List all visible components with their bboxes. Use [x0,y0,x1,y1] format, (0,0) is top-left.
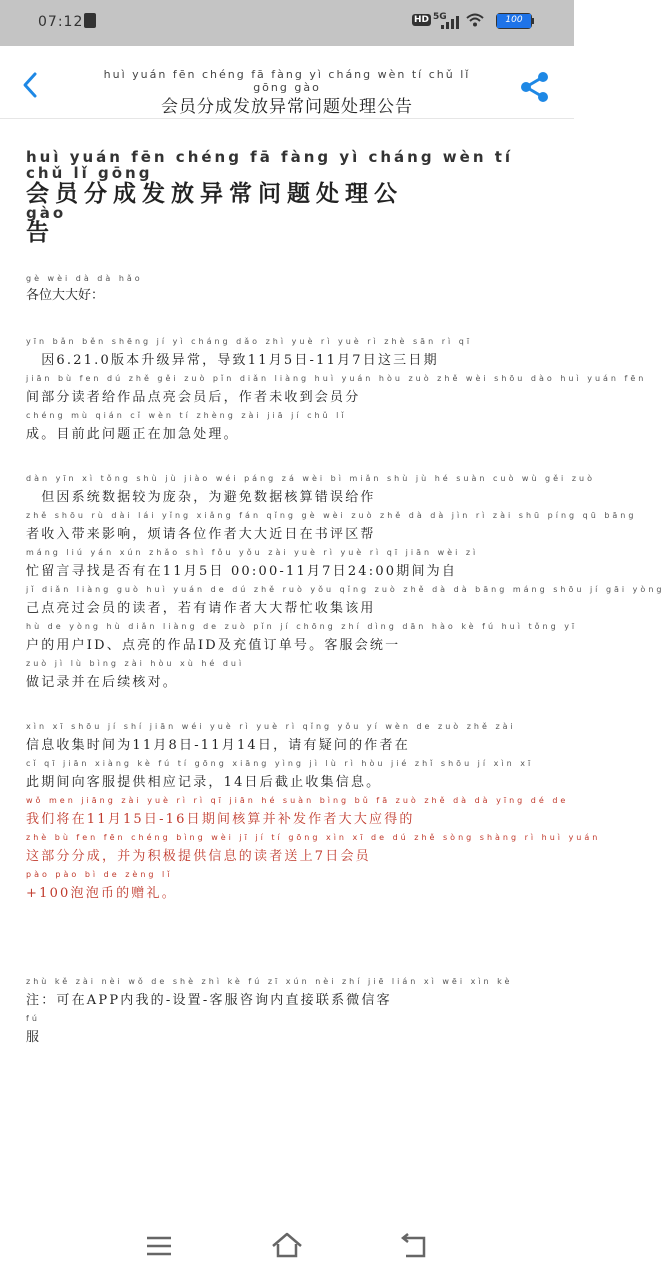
pinyin-annotation: zhù kě zài nèi wǒ de shè zhì kè fú zī xún nèi zhí jiē lián xì wēi xìn kè [26,976,513,986]
pinyin-annotation: chéng mù qián cǐ wèn tí zhèng zài jiā jí chǔ lǐ [26,410,347,420]
back-nav-button[interactable] [398,1230,430,1262]
share-icon [518,70,552,104]
share-button[interactable] [518,70,552,104]
paragraph-line: 服 [26,1029,42,1045]
back-icon [398,1230,430,1262]
greeting-pinyin: gè wèi dà dà hǎo [26,273,143,283]
paragraph-line: 因6.21.0版本升级异常，导致11月5日-11月7日这三日期 [26,352,439,368]
back-button[interactable] [14,68,48,102]
paragraph-1 [26,336,647,448]
paragraph-line: 注：可在APP内我的-设置-客服咨询内直接联系微信客 [26,992,392,1008]
paragraph-line: 这部分分成，并为积极提供信息的读者送上7日会员 [26,848,371,864]
paragraph-line: 者收入带来影响，烦请各位作者大大近日在书评区帮 [26,526,376,542]
wifi-icon [466,13,484,31]
pinyin-annotation: jǐ diǎn liàng guò huì yuán de dú zhě ruò yǒu qǐng zuò zhě dà dà bāng máng shōu jí gāi yòng [26,584,664,594]
paragraph-line: 成。目前此问题正在加急处理。 [26,426,239,442]
pinyin-annotation: pào pào bì de zèng lǐ [26,869,173,879]
hd-icon: HD [414,15,430,25]
paragraph-line: 忙留言寻找是否有在11月5日 00:00-11月7日24:00期间为自 [26,563,458,579]
app-header [0,46,574,119]
home-icon [270,1230,304,1262]
paragraph-line: 我们将在11月15日-16日期间核算并补发作者大大应得的 [26,811,415,827]
menu-icon [143,1230,175,1262]
system-nav-bar [0,1210,574,1280]
article-title-pinyin: huì yuán fēn chéng fā fàng yì cháng wèn tí chǔ lǐ gōng [26,148,514,182]
paragraph-3 [26,722,548,796]
paragraph-line: 信息收集时间为11月8日-11月14日，请有疑问的作者在 [26,737,410,753]
pinyin-annotation: zuò jì lù bìng zài hòu xù hé duì [26,658,245,668]
chevron-left-icon [14,68,48,102]
article-content [26,148,664,1051]
pinyin-annotation: xìn xī shōu jí shí jiān wéi yuè rì yuè rì qǐng yǒu yí wèn de zuò zhě zài [26,721,516,731]
greeting-text: 各位大大好： [26,287,105,303]
pinyin-annotation: zhè bù fen fēn chéng bìng wèi jī jí tí gōng xìn xī de dú zhě sòng shàng rì huì yuán [26,832,601,842]
paragraph-line: 己点亮过会员的读者，若有请作者大大帮忙收集该用 [26,600,376,616]
paragraph-reward [26,795,601,907]
paragraph-line: 间部分读者给作品点亮会员后，作者未收到会员分 [26,389,361,405]
paragraph-line: 此期间向客服提供相应记录，14日后截止收集信息。 [26,774,382,790]
page-title [90,68,484,117]
home-button[interactable] [270,1230,302,1262]
note-paragraph [26,977,548,1051]
paragraph-line: 但因系统数据较为庞杂，为避免数据核算错误给作 [26,489,376,505]
page-title-text: 会员分成发放异常问题处理公告 [161,97,413,117]
greeting [26,274,548,303]
battery-tip [532,18,534,24]
pinyin-annotation: máng liú yán xún zhǎo shì fǒu yǒu zài yuè rì yuè rì qī jiān wèi zì [26,547,479,557]
pinyin-annotation: fú [26,1013,40,1023]
article-title-pinyin: gào [26,203,67,222]
status-time: 07:12 [38,14,84,30]
network-type: 5G [433,12,447,22]
pinyin-annotation: hù de yòng hù diǎn liàng de zuò pǐn jí chōng zhí dìng dān hào kè fú huì tǒng yī [26,621,578,631]
page-title-pinyin: huì yuán fēn chéng fā fàng yì cháng wèn tí chǔ lǐ gōng gào [103,68,471,94]
pinyin-annotation: zhě shōu rù dài lái yǐng xiǎng fán qǐng gè wèi zuò zhě dà dà jìn rì zài shū píng qū bāng [26,510,637,520]
pinyin-annotation: yīn bǎn běn shēng jí yì cháng dǎo zhì yuè rì yuè rì zhè sān rì qī [26,336,473,346]
article-title-text: 告 [26,219,55,247]
pinyin-annotation: wǒ men jiāng zài yuè rì rì qī jiān hé suàn bìng bǔ fā zuò zhě dà dà yīng dé de [26,795,569,805]
paragraph-line: 做记录并在后续核对。 [26,674,179,690]
pinyin-annotation: cǐ qī jiān xiàng kè fú tí gōng xiāng yìng jì lù rì hòu jié zhǐ shōu jí xìn xī [26,758,534,768]
clipboard-icon [84,13,96,28]
battery-level: 100 [505,15,523,25]
paragraph-line: +100泡泡币的赠礼。 [26,885,177,901]
signal-icon [441,16,459,29]
status-bar [0,0,574,46]
article-title-text: 会员分成发放异常问题处理公 [26,179,403,207]
article-title [26,150,548,246]
paragraph-line: 户的用户ID、点亮的作品ID及充值订单号。客服会统一 [26,637,401,653]
paragraph-2 [26,473,664,696]
pinyin-annotation: dàn yīn xì tǒng shù jù jiào wéi páng zá wèi bì miǎn shù jù hé suàn cuò wù gěi zuò [26,473,595,483]
menu-button[interactable] [143,1230,175,1262]
battery-icon [496,13,532,29]
pinyin-annotation: jiān bù fen dú zhě gěi zuò pǐn diǎn liàng huì yuán hòu zuò zhě wèi shōu dào huì yuán fēn [26,373,647,383]
